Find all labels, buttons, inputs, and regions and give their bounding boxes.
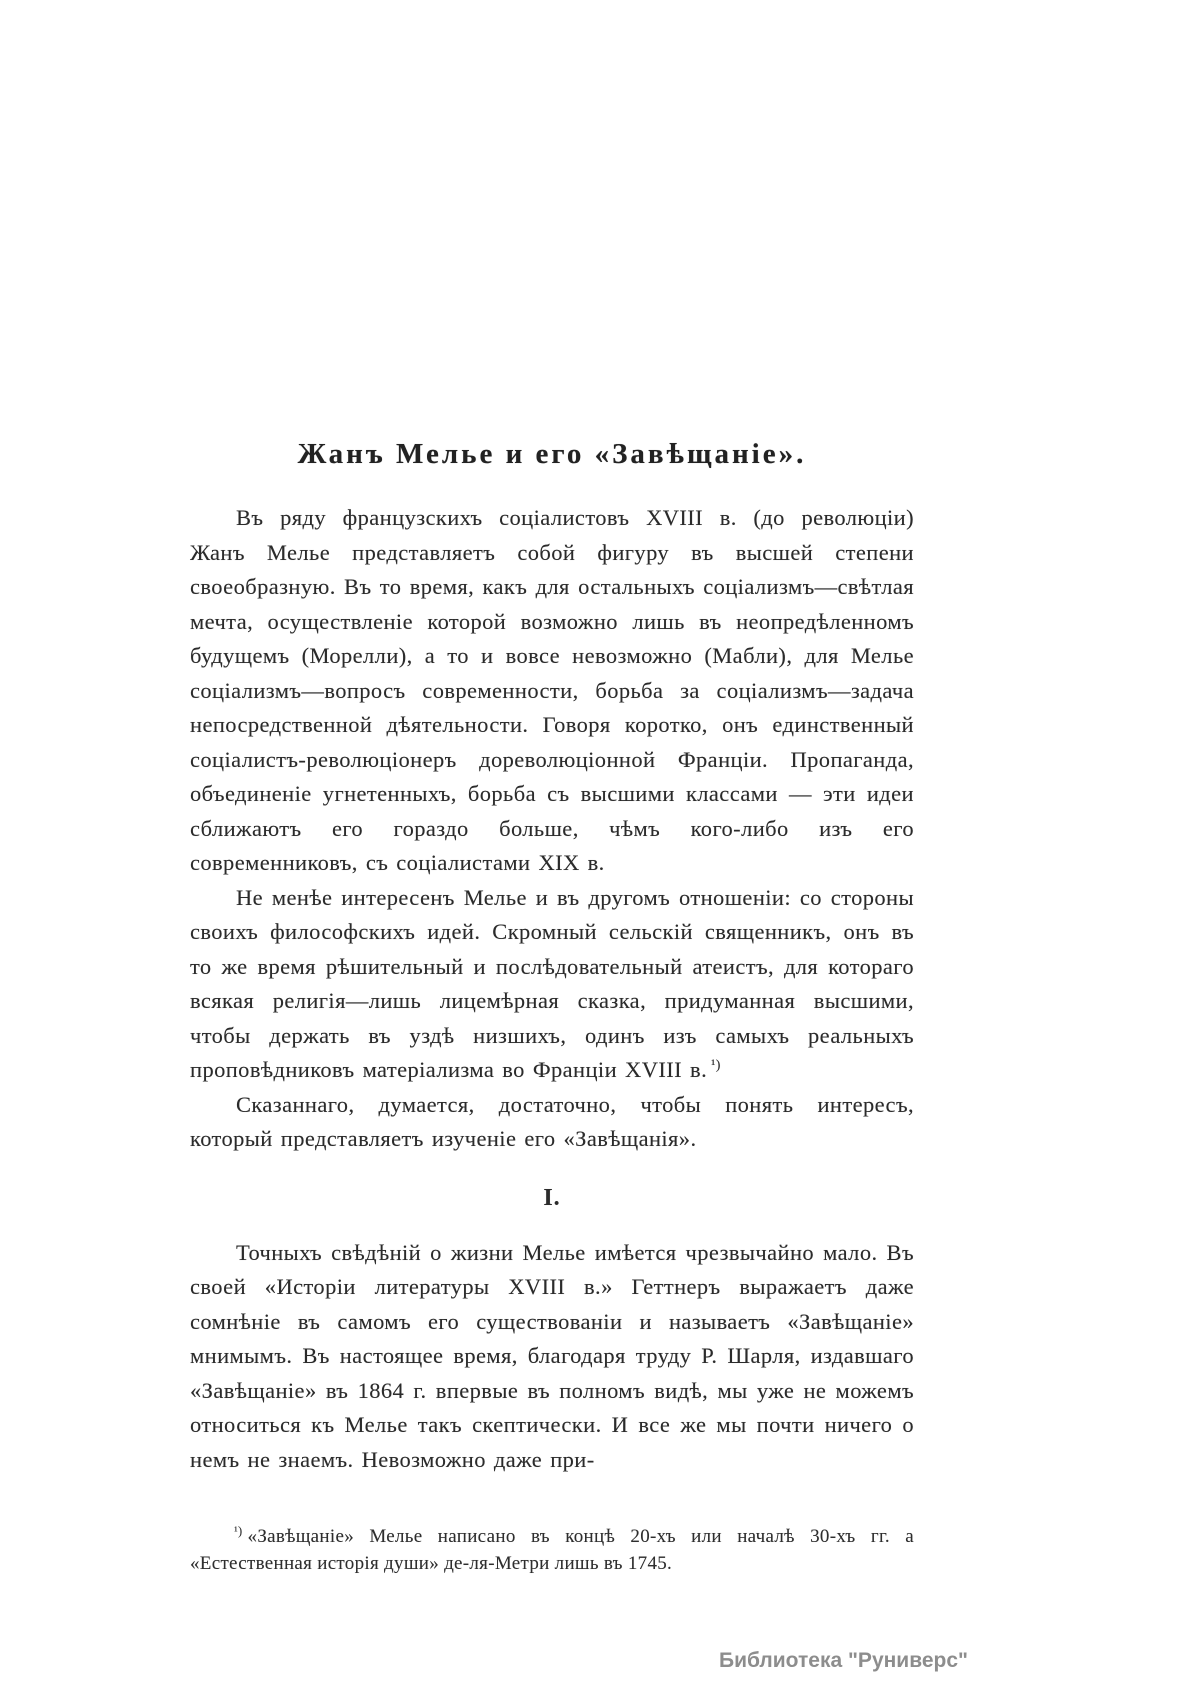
- paragraph: Сказаннаго, думается, достаточно, чтобы понять интересъ, который представляетъ изученіе его «Завѣщанія».: [190, 1091, 914, 1151]
- library-watermark: Библиотека "Руниверс": [718, 1649, 968, 1672]
- footnote-ref: ¹): [711, 1057, 721, 1073]
- page-title: Жанъ Мелье и его «Завѣщаніе».: [297, 438, 807, 470]
- paragraph: [190, 881, 914, 1088]
- paragraph: Точныхъ свѣдѣній о жизни Мелье имѣется чрезвычайно мало. Въ своей «Исторіи литературы XVIII в.» Геттнеръ выражаетъ даже сомнѣніе въ самомъ его существованіи и называетъ «Завѣщаніе» мнимымъ. Въ настоящее время, благодаря труду Р. Шарля, издавшаго «Завѣщаніе» въ 1864 г. впервые въ полномъ видѣ, мы уже не можемъ относиться къ Мелье такъ скептически. И все же мы почти ничего о немъ не знаемъ. Невозможно даже при-: [190, 1239, 914, 1472]
- paragraph: Въ ряду французскихъ соціалистовъ XVIII в. (до революціи) Жанъ Мелье представляетъ собой фигуру въ высшей степени своеобразную. Въ то время, какъ для остальныхъ соціализмъ—свѣтлая мечта, осуществленіе которой возможно лишь въ неопредѣленномъ будущемъ (Морелли), а то и вовсе невозможно (Мабли), для Мелье соціализмъ—вопросъ современности, борьба за соціализмъ—задача непосредственной дѣятельности. Говоря коротко, онъ единственный соціалистъ-революціонеръ дореволюціонной Франціи. Пропаганда, объединеніе угнетенныхъ, борьба съ высшими классами — эти идеи сближаютъ его гораздо больше, чѣмъ кого-либо изъ его современниковъ, съ соціалистами XIX в.: [190, 505, 914, 875]
- footnote: [190, 1523, 914, 1577]
- section-heading: I.: [543, 1184, 561, 1211]
- footnote-text: «Завѣщаніе» Мелье написано въ концѣ 20-хъ или началѣ 30-хъ гг. а «Естественная исторія души» де-ля-Метри лишь въ 1745.: [190, 1526, 914, 1574]
- text-block: [190, 438, 914, 1577]
- footnote-marker: ¹): [234, 1523, 243, 1538]
- paragraph-text: Не менѣе интересенъ Мелье и въ другомъ отношеніи: со стороны своихъ философскихъ идей. Скромный сельскій священникъ, онъ въ то же время рѣшительный и послѣдовательный атеистъ, для котораго всякая религія—лишь лицемѣрная сказка, придуманная высшими, чтобы держать въ уздѣ низшихъ, одинъ изъ самыхъ реальныхъ проповѣдниковъ матеріализма во Франціи XVIII в.: [190, 884, 914, 1082]
